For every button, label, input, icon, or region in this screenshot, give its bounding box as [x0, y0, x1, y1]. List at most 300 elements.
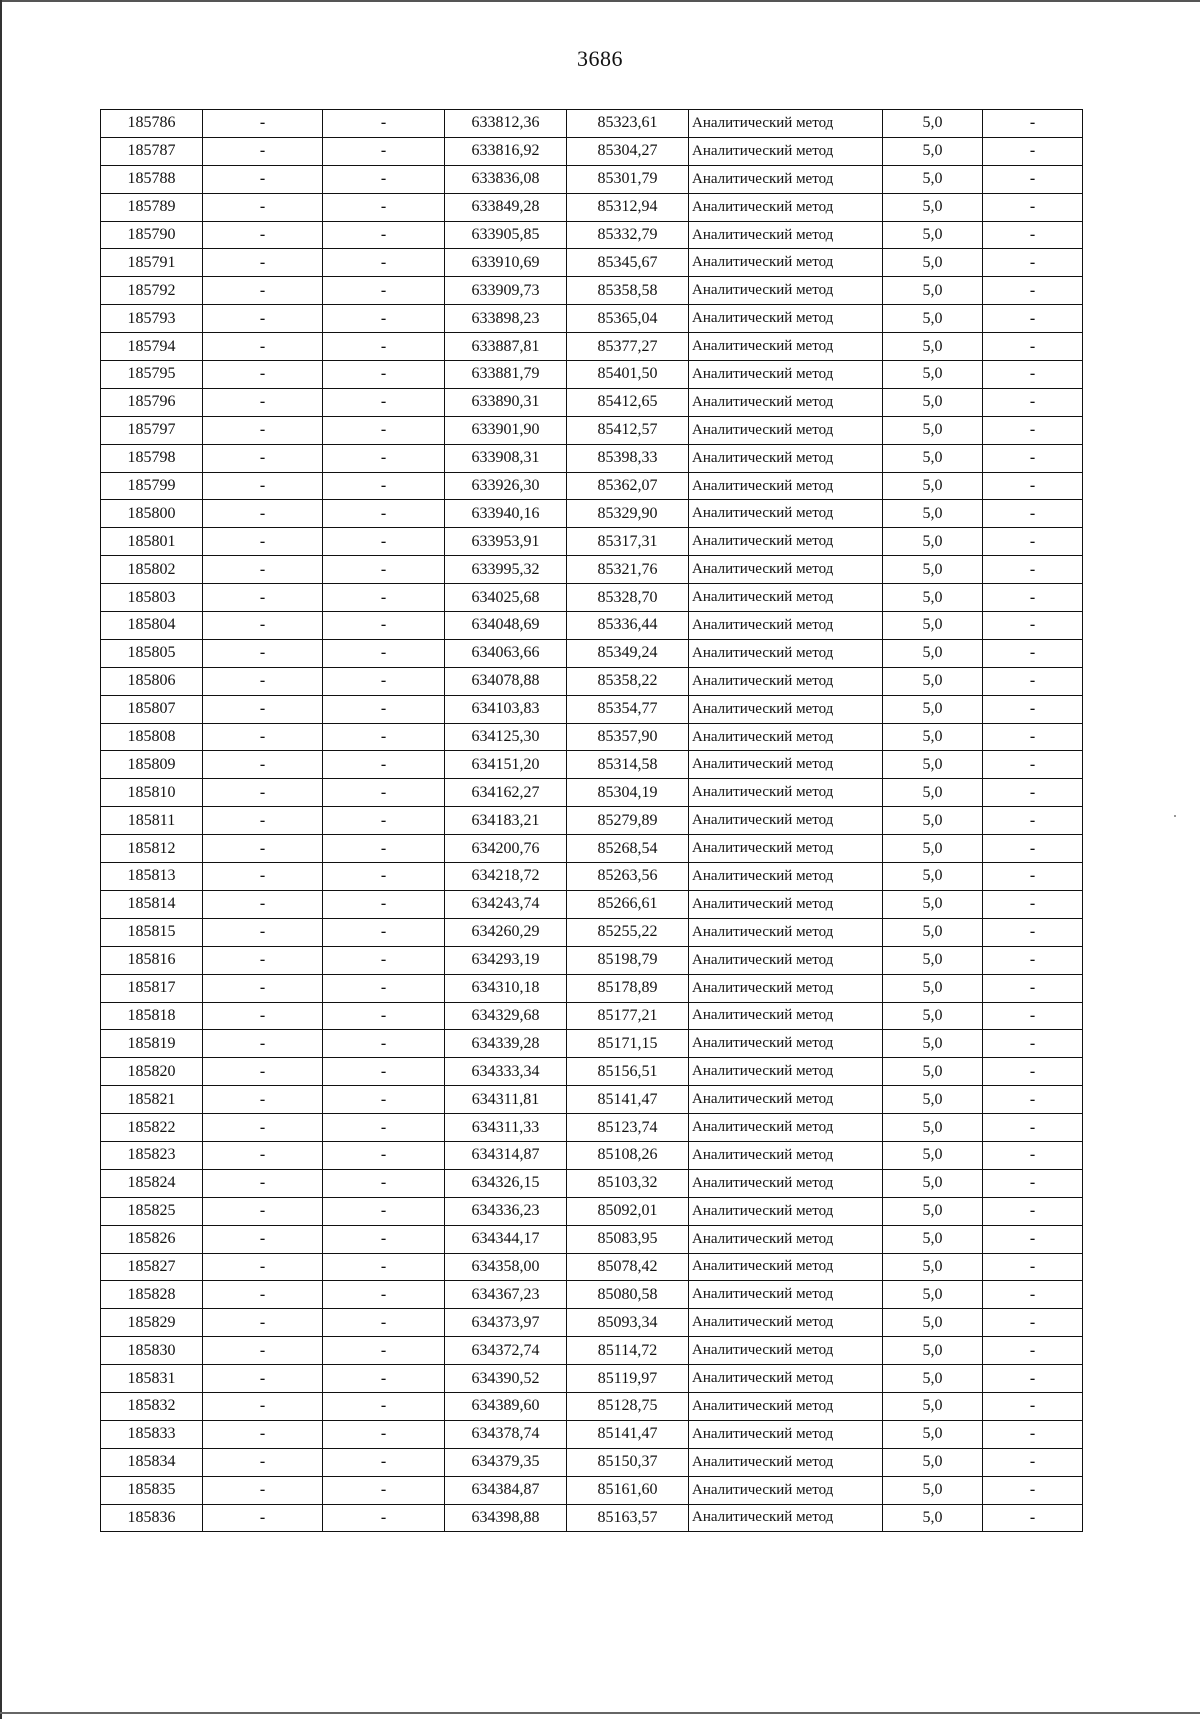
empty-dash-cell: - — [203, 918, 323, 946]
method-cell: Аналитический метод — [689, 556, 883, 584]
point-id-cell: 185807 — [101, 695, 203, 723]
table-row — [101, 584, 1083, 612]
page-bottom-border — [0, 1712, 1200, 1714]
table-row — [101, 500, 1083, 528]
precision-cell: 5,0 — [883, 723, 983, 751]
y-coordinate-cell: 85123,74 — [567, 1114, 689, 1142]
y-coordinate-cell: 85141,47 — [567, 1086, 689, 1114]
x-coordinate-cell: 634358,00 — [445, 1253, 567, 1281]
empty-dash-cell: - — [983, 221, 1083, 249]
point-id-cell: 185809 — [101, 751, 203, 779]
method-cell: Аналитический метод — [689, 974, 883, 1002]
x-coordinate-cell: 634078,88 — [445, 667, 567, 695]
empty-dash-cell: - — [203, 863, 323, 891]
y-coordinate-cell: 85255,22 — [567, 918, 689, 946]
point-id-cell: 185812 — [101, 835, 203, 863]
y-coordinate-cell: 85080,58 — [567, 1281, 689, 1309]
empty-dash-cell: - — [323, 946, 445, 974]
x-coordinate-cell: 634326,15 — [445, 1169, 567, 1197]
y-coordinate-cell: 85198,79 — [567, 946, 689, 974]
precision-cell: 5,0 — [883, 918, 983, 946]
x-coordinate-cell: 634243,74 — [445, 890, 567, 918]
empty-dash-cell: - — [323, 584, 445, 612]
empty-dash-cell: - — [203, 361, 323, 389]
empty-dash-cell: - — [323, 863, 445, 891]
y-coordinate-cell: 85317,31 — [567, 528, 689, 556]
point-id-cell: 185816 — [101, 946, 203, 974]
point-id-cell: 185794 — [101, 333, 203, 361]
method-cell: Аналитический метод — [689, 1392, 883, 1420]
empty-dash-cell: - — [323, 918, 445, 946]
empty-dash-cell: - — [203, 388, 323, 416]
precision-cell: 5,0 — [883, 779, 983, 807]
method-cell: Аналитический метод — [689, 890, 883, 918]
table-row — [101, 249, 1083, 277]
point-id-cell: 185820 — [101, 1058, 203, 1086]
page-left-border — [0, 0, 2, 1719]
empty-dash-cell: - — [983, 667, 1083, 695]
table-row — [101, 444, 1083, 472]
empty-dash-cell: - — [983, 556, 1083, 584]
method-cell: Аналитический метод — [689, 137, 883, 165]
y-coordinate-cell: 85349,24 — [567, 639, 689, 667]
empty-dash-cell: - — [203, 249, 323, 277]
table-row — [101, 835, 1083, 863]
x-coordinate-cell: 634398,88 — [445, 1504, 567, 1532]
empty-dash-cell: - — [203, 528, 323, 556]
point-id-cell: 185800 — [101, 500, 203, 528]
empty-dash-cell: - — [983, 1392, 1083, 1420]
empty-dash-cell: - — [983, 751, 1083, 779]
table-row — [101, 1058, 1083, 1086]
point-id-cell: 185831 — [101, 1365, 203, 1393]
empty-dash-cell: - — [323, 416, 445, 444]
precision-cell: 5,0 — [883, 1114, 983, 1142]
precision-cell: 5,0 — [883, 1309, 983, 1337]
empty-dash-cell: - — [983, 416, 1083, 444]
y-coordinate-cell: 85332,79 — [567, 221, 689, 249]
x-coordinate-cell: 634314,87 — [445, 1141, 567, 1169]
y-coordinate-cell: 85301,79 — [567, 165, 689, 193]
empty-dash-cell: - — [203, 277, 323, 305]
point-id-cell: 185804 — [101, 612, 203, 640]
precision-cell: 5,0 — [883, 472, 983, 500]
point-id-cell: 185797 — [101, 416, 203, 444]
y-coordinate-cell: 85345,67 — [567, 249, 689, 277]
precision-cell: 5,0 — [883, 1476, 983, 1504]
empty-dash-cell: - — [323, 1086, 445, 1114]
x-coordinate-cell: 633881,79 — [445, 361, 567, 389]
precision-cell: 5,0 — [883, 863, 983, 891]
empty-dash-cell: - — [983, 863, 1083, 891]
point-id-cell: 185790 — [101, 221, 203, 249]
method-cell: Аналитический метод — [689, 1448, 883, 1476]
y-coordinate-cell: 85377,27 — [567, 333, 689, 361]
empty-dash-cell: - — [203, 500, 323, 528]
empty-dash-cell: - — [983, 249, 1083, 277]
point-id-cell: 185834 — [101, 1448, 203, 1476]
empty-dash-cell: - — [203, 221, 323, 249]
scan-speck — [1174, 815, 1176, 817]
empty-dash-cell: - — [203, 751, 323, 779]
empty-dash-cell: - — [203, 193, 323, 221]
empty-dash-cell: - — [203, 807, 323, 835]
empty-dash-cell: - — [323, 305, 445, 333]
point-id-cell: 185829 — [101, 1309, 203, 1337]
method-cell: Аналитический метод — [689, 1058, 883, 1086]
precision-cell: 5,0 — [883, 584, 983, 612]
method-cell: Аналитический метод — [689, 444, 883, 472]
point-id-cell: 185792 — [101, 277, 203, 305]
method-cell: Аналитический метод — [689, 333, 883, 361]
table-row — [101, 723, 1083, 751]
empty-dash-cell: - — [203, 305, 323, 333]
empty-dash-cell: - — [983, 193, 1083, 221]
method-cell: Аналитический метод — [689, 1420, 883, 1448]
precision-cell: 5,0 — [883, 277, 983, 305]
x-coordinate-cell: 633898,23 — [445, 305, 567, 333]
x-coordinate-cell: 634125,30 — [445, 723, 567, 751]
precision-cell: 5,0 — [883, 1030, 983, 1058]
empty-dash-cell: - — [983, 1086, 1083, 1114]
x-coordinate-cell: 633887,81 — [445, 333, 567, 361]
empty-dash-cell: - — [203, 890, 323, 918]
empty-dash-cell: - — [323, 1476, 445, 1504]
point-id-cell: 185808 — [101, 723, 203, 751]
method-cell: Аналитический метод — [689, 1253, 883, 1281]
y-coordinate-cell: 85398,33 — [567, 444, 689, 472]
precision-cell: 5,0 — [883, 249, 983, 277]
method-cell: Аналитический метод — [689, 1030, 883, 1058]
table-row — [101, 333, 1083, 361]
empty-dash-cell: - — [203, 1086, 323, 1114]
x-coordinate-cell: 634025,68 — [445, 584, 567, 612]
point-id-cell: 185818 — [101, 1002, 203, 1030]
point-id-cell: 185787 — [101, 137, 203, 165]
empty-dash-cell: - — [983, 974, 1083, 1002]
x-coordinate-cell: 633890,31 — [445, 388, 567, 416]
x-coordinate-cell: 634048,69 — [445, 612, 567, 640]
method-cell: Аналитический метод — [689, 528, 883, 556]
y-coordinate-cell: 85358,22 — [567, 667, 689, 695]
x-coordinate-cell: 634310,18 — [445, 974, 567, 1002]
table-row — [101, 361, 1083, 389]
point-id-cell: 185821 — [101, 1086, 203, 1114]
precision-cell: 5,0 — [883, 333, 983, 361]
method-cell: Аналитический метод — [689, 863, 883, 891]
empty-dash-cell: - — [203, 1114, 323, 1142]
table-row — [101, 863, 1083, 891]
empty-dash-cell: - — [323, 556, 445, 584]
precision-cell: 5,0 — [883, 1141, 983, 1169]
empty-dash-cell: - — [983, 388, 1083, 416]
x-coordinate-cell: 634162,27 — [445, 779, 567, 807]
empty-dash-cell: - — [323, 1058, 445, 1086]
point-id-cell: 185810 — [101, 779, 203, 807]
table-row — [101, 1197, 1083, 1225]
x-coordinate-cell: 634390,52 — [445, 1365, 567, 1393]
empty-dash-cell: - — [203, 110, 323, 138]
x-coordinate-cell: 634103,83 — [445, 695, 567, 723]
y-coordinate-cell: 85358,58 — [567, 277, 689, 305]
table-row — [101, 1476, 1083, 1504]
empty-dash-cell: - — [983, 807, 1083, 835]
empty-dash-cell: - — [323, 1392, 445, 1420]
y-coordinate-cell: 85304,27 — [567, 137, 689, 165]
empty-dash-cell: - — [983, 277, 1083, 305]
point-id-cell: 185813 — [101, 863, 203, 891]
table-row — [101, 472, 1083, 500]
empty-dash-cell: - — [983, 137, 1083, 165]
precision-cell: 5,0 — [883, 835, 983, 863]
empty-dash-cell: - — [203, 1448, 323, 1476]
table-row — [101, 556, 1083, 584]
empty-dash-cell: - — [203, 165, 323, 193]
method-cell: Аналитический метод — [689, 361, 883, 389]
x-coordinate-cell: 634378,74 — [445, 1420, 567, 1448]
y-coordinate-cell: 85083,95 — [567, 1225, 689, 1253]
method-cell: Аналитический метод — [689, 388, 883, 416]
page-number: 3686 — [577, 46, 623, 71]
method-cell: Аналитический метод — [689, 695, 883, 723]
empty-dash-cell: - — [323, 472, 445, 500]
x-coordinate-cell: 634333,34 — [445, 1058, 567, 1086]
empty-dash-cell: - — [203, 1420, 323, 1448]
empty-dash-cell: - — [983, 500, 1083, 528]
point-id-cell: 185795 — [101, 361, 203, 389]
empty-dash-cell: - — [203, 667, 323, 695]
empty-dash-cell: - — [203, 779, 323, 807]
method-cell: Аналитический метод — [689, 500, 883, 528]
empty-dash-cell: - — [323, 751, 445, 779]
y-coordinate-cell: 85128,75 — [567, 1392, 689, 1420]
x-coordinate-cell: 634372,74 — [445, 1337, 567, 1365]
empty-dash-cell: - — [983, 612, 1083, 640]
point-id-cell: 185799 — [101, 472, 203, 500]
empty-dash-cell: - — [203, 1225, 323, 1253]
empty-dash-cell: - — [983, 1197, 1083, 1225]
y-coordinate-cell: 85177,21 — [567, 1002, 689, 1030]
table-row — [101, 1504, 1083, 1532]
precision-cell: 5,0 — [883, 444, 983, 472]
method-cell: Аналитический метод — [689, 1086, 883, 1114]
table-row — [101, 1309, 1083, 1337]
precision-cell: 5,0 — [883, 165, 983, 193]
x-coordinate-cell: 634151,20 — [445, 751, 567, 779]
empty-dash-cell: - — [983, 639, 1083, 667]
empty-dash-cell: - — [983, 1476, 1083, 1504]
table-row — [101, 221, 1083, 249]
x-coordinate-cell: 634200,76 — [445, 835, 567, 863]
y-coordinate-cell: 85103,32 — [567, 1169, 689, 1197]
table-row — [101, 1337, 1083, 1365]
empty-dash-cell: - — [203, 946, 323, 974]
empty-dash-cell: - — [983, 1225, 1083, 1253]
table-row — [101, 639, 1083, 667]
table-row — [101, 779, 1083, 807]
empty-dash-cell: - — [323, 695, 445, 723]
point-id-cell: 185819 — [101, 1030, 203, 1058]
empty-dash-cell: - — [203, 1253, 323, 1281]
empty-dash-cell: - — [203, 1504, 323, 1532]
precision-cell: 5,0 — [883, 1392, 983, 1420]
precision-cell: 5,0 — [883, 612, 983, 640]
empty-dash-cell: - — [983, 1058, 1083, 1086]
empty-dash-cell: - — [983, 361, 1083, 389]
point-id-cell: 185833 — [101, 1420, 203, 1448]
empty-dash-cell: - — [203, 1309, 323, 1337]
empty-dash-cell: - — [203, 612, 323, 640]
y-coordinate-cell: 85108,26 — [567, 1141, 689, 1169]
table-row — [101, 388, 1083, 416]
table-row — [101, 890, 1083, 918]
method-cell: Аналитический метод — [689, 1309, 883, 1337]
empty-dash-cell: - — [323, 137, 445, 165]
empty-dash-cell: - — [323, 1141, 445, 1169]
y-coordinate-cell: 85362,07 — [567, 472, 689, 500]
point-id-cell: 185815 — [101, 918, 203, 946]
empty-dash-cell: - — [983, 1114, 1083, 1142]
empty-dash-cell: - — [323, 1253, 445, 1281]
precision-cell: 5,0 — [883, 946, 983, 974]
method-cell: Аналитический метод — [689, 277, 883, 305]
precision-cell: 5,0 — [883, 1448, 983, 1476]
table-row — [101, 946, 1083, 974]
x-coordinate-cell: 633849,28 — [445, 193, 567, 221]
point-id-cell: 185828 — [101, 1281, 203, 1309]
point-id-cell: 185789 — [101, 193, 203, 221]
x-coordinate-cell: 634344,17 — [445, 1225, 567, 1253]
y-coordinate-cell: 85312,94 — [567, 193, 689, 221]
table-row — [101, 1141, 1083, 1169]
empty-dash-cell: - — [983, 918, 1083, 946]
table-row — [101, 1392, 1083, 1420]
precision-cell: 5,0 — [883, 1281, 983, 1309]
empty-dash-cell: - — [983, 472, 1083, 500]
y-coordinate-cell: 85078,42 — [567, 1253, 689, 1281]
table-row — [101, 165, 1083, 193]
point-id-cell: 185805 — [101, 639, 203, 667]
x-coordinate-cell: 633909,73 — [445, 277, 567, 305]
point-id-cell: 185814 — [101, 890, 203, 918]
precision-cell: 5,0 — [883, 305, 983, 333]
precision-cell: 5,0 — [883, 1086, 983, 1114]
method-cell: Аналитический метод — [689, 1504, 883, 1532]
y-coordinate-cell: 85412,65 — [567, 388, 689, 416]
x-coordinate-cell: 633910,69 — [445, 249, 567, 277]
y-coordinate-cell: 85161,60 — [567, 1476, 689, 1504]
x-coordinate-cell: 633995,32 — [445, 556, 567, 584]
empty-dash-cell: - — [203, 974, 323, 1002]
empty-dash-cell: - — [203, 1365, 323, 1393]
precision-cell: 5,0 — [883, 361, 983, 389]
empty-dash-cell: - — [983, 723, 1083, 751]
method-cell: Аналитический метод — [689, 946, 883, 974]
method-cell: Аналитический метод — [689, 835, 883, 863]
empty-dash-cell: - — [323, 807, 445, 835]
x-coordinate-cell: 634389,60 — [445, 1392, 567, 1420]
x-coordinate-cell: 633926,30 — [445, 472, 567, 500]
point-id-cell: 185835 — [101, 1476, 203, 1504]
method-cell: Аналитический метод — [689, 305, 883, 333]
table-row — [101, 1114, 1083, 1142]
point-id-cell: 185832 — [101, 1392, 203, 1420]
precision-cell: 5,0 — [883, 528, 983, 556]
table-row — [101, 612, 1083, 640]
empty-dash-cell: - — [323, 1002, 445, 1030]
precision-cell: 5,0 — [883, 1253, 983, 1281]
empty-dash-cell: - — [323, 1281, 445, 1309]
precision-cell: 5,0 — [883, 1337, 983, 1365]
empty-dash-cell: - — [203, 584, 323, 612]
method-cell: Аналитический метод — [689, 416, 883, 444]
empty-dash-cell: - — [203, 695, 323, 723]
empty-dash-cell: - — [323, 1309, 445, 1337]
table-row — [101, 974, 1083, 1002]
empty-dash-cell: - — [203, 1141, 323, 1169]
precision-cell: 5,0 — [883, 890, 983, 918]
method-cell: Аналитический метод — [689, 165, 883, 193]
x-coordinate-cell: 634339,28 — [445, 1030, 567, 1058]
empty-dash-cell: - — [983, 444, 1083, 472]
empty-dash-cell: - — [323, 361, 445, 389]
method-cell: Аналитический метод — [689, 1337, 883, 1365]
table-row — [101, 1086, 1083, 1114]
empty-dash-cell: - — [203, 416, 323, 444]
method-cell: Аналитический метод — [689, 1365, 883, 1393]
method-cell: Аналитический метод — [689, 612, 883, 640]
y-coordinate-cell: 85092,01 — [567, 1197, 689, 1225]
y-coordinate-cell: 85354,77 — [567, 695, 689, 723]
table-row — [101, 110, 1083, 138]
precision-cell: 5,0 — [883, 1420, 983, 1448]
method-cell: Аналитический метод — [689, 1169, 883, 1197]
empty-dash-cell: - — [323, 1337, 445, 1365]
empty-dash-cell: - — [203, 137, 323, 165]
y-coordinate-cell: 85150,37 — [567, 1448, 689, 1476]
point-id-cell: 185803 — [101, 584, 203, 612]
y-coordinate-cell: 85365,04 — [567, 305, 689, 333]
empty-dash-cell: - — [203, 1197, 323, 1225]
precision-cell: 5,0 — [883, 1058, 983, 1086]
y-coordinate-cell: 85323,61 — [567, 110, 689, 138]
empty-dash-cell: - — [983, 1169, 1083, 1197]
empty-dash-cell: - — [203, 333, 323, 361]
method-cell: Аналитический метод — [689, 1002, 883, 1030]
precision-cell: 5,0 — [883, 110, 983, 138]
x-coordinate-cell: 634218,72 — [445, 863, 567, 891]
x-coordinate-cell: 634183,21 — [445, 807, 567, 835]
empty-dash-cell: - — [323, 1420, 445, 1448]
empty-dash-cell: - — [323, 333, 445, 361]
empty-dash-cell: - — [323, 1365, 445, 1393]
precision-cell: 5,0 — [883, 974, 983, 1002]
y-coordinate-cell: 85314,58 — [567, 751, 689, 779]
method-cell: Аналитический метод — [689, 1114, 883, 1142]
empty-dash-cell: - — [323, 1504, 445, 1532]
y-coordinate-cell: 85093,34 — [567, 1309, 689, 1337]
point-id-cell: 185830 — [101, 1337, 203, 1365]
point-id-cell: 185802 — [101, 556, 203, 584]
empty-dash-cell: - — [983, 1281, 1083, 1309]
empty-dash-cell: - — [323, 890, 445, 918]
empty-dash-cell: - — [983, 1309, 1083, 1337]
precision-cell: 5,0 — [883, 556, 983, 584]
table-row — [101, 1365, 1083, 1393]
method-cell: Аналитический метод — [689, 667, 883, 695]
point-id-cell: 185801 — [101, 528, 203, 556]
empty-dash-cell: - — [203, 444, 323, 472]
